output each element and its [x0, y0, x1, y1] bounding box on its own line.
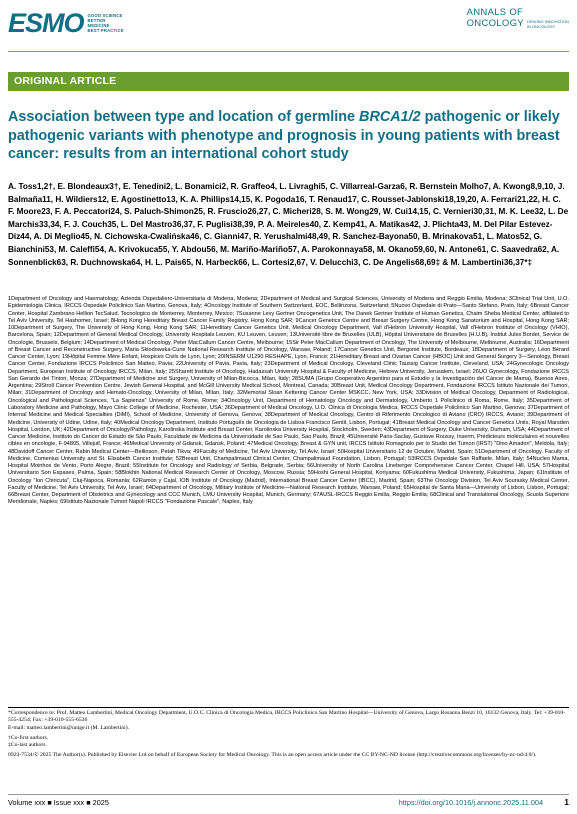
cofirst-note: †Co-first authors. [8, 734, 49, 741]
article-title [8, 108, 569, 164]
footnotes [8, 710, 569, 759]
title-text: Association between type and location of germline [8, 109, 360, 125]
volume-issue: Volume xxx ■ Issue xxx ■ 2025 [8, 798, 109, 807]
journal-header [8, 6, 569, 44]
license-note[interactable]: 0923-7534/© 2025 The Author(s). Published by Elsevier Ltd on behalf of European Society for Medical Oncology. This is an open access article under the CC BY-NC-ND license (http://creativecommons.org/licenses/by-nc-nd/4.0/). [8, 752, 537, 759]
footer-divider [8, 794, 569, 795]
author-list: A. Toss1,2†, E. Blondeaux3†, E. Tenedini2, L. Bonamici2, R. Graffeo4, L. Livraghi5, C. Villarreal-Garza6, R. Bernstein Molho7, A. Kwong8,9,10, J. Balmaña11, H. Wildiers12, E. Agostinetto13, K. A. Phillips14,15, K. Pogoda16, T. Renaud17, C. Rousset-Jablonski18,19,20, A. Ferrari21,22, H. C. F. Moore23, F. A. Peccatori24, S. Paluch-Shimon25, R. Fruscio26,27, C. Micheri28, S. M. Wong29, W. Cui14,15, C. Vernieri30,31, M. K. Lee32, L. De Marchis33,34, F. J. Couch35, L. Del Mastro36,37, F. Puglisi38,39, P. A. Meireles40, Z. Kemp41, A. Matikas42, J. Plichta43, M. Del Pilar Estevez-Diz44, A. Di Meglio45, N. Cichowska-Cwalińska46, C. Gianni47, R. Yerushalmi48,49, R. Sanchez-Bayona50, B. Mrinakova51, L. Matos52, G. Bianchini53, M. Caleffi54, A. Krivokuca55, Y. Abdou56, M. Mariño-Mariño57, A. Parokonnaya58, M. Okano59,60, N. Antone61, C. Saavedra62, A. Sonnenblick63, R. Duchnowska64, H. L. Pais65, N. Harbeck66, L. Cortesi2,67, V. Delucchi3, C. De Angelis68,69‡ & M. Lambertini36,37*‡ [8, 182, 569, 267]
esmo-tagline: BEST PRACTICE [87, 28, 124, 34]
journal-name-line: ANNALS OF [466, 7, 524, 18]
journal-tag-line: IN ONCOLOGY [526, 23, 556, 29]
journal-name-line: ONCOLOGY [466, 17, 524, 29]
esmo-taglines [88, 13, 126, 34]
title-text: pathogenic or likely pathogenic variants with phenotype and prognosis in young patients with breast cancer: results from an international cohort study [8, 109, 560, 163]
article-type-label: ORIGINAL ARTICLE [14, 75, 117, 87]
email-note[interactable]: E-mail: matteo.lambertini@unige.it (M. Lambertini). [8, 724, 130, 731]
esmo-logo-mark: ESMO [8, 8, 84, 38]
article-type-banner [8, 72, 569, 91]
journal-logo[interactable] [467, 8, 569, 30]
correspondence-note: *Correspondence to: Prof. Matteo Lambertini, Medical Oncology Department, U.O.C. Clinica di Oncologia Medica, IRCCS Policlinico San Martino Hospital—University of Genova, Largo Rosanna Benzi 10, 16132 Genova, Italy. Tel: +39-010-555-4254; Fax: +39-010-555-6536 [8, 710, 566, 724]
affiliations: 1Department of Oncology and Haematology, Azienda Ospedaliero-Universitaria di Modena, Modena; 2Department of Medical and Surgical Sciences, University of Modena and Reggio Emilia, Modena; 3Clinical Trial Unit, U.O. Epidemiologia Clinica, IRCCS Ospedale Policlinico San Martino, Genova, Italy; 4Oncology Institute of Southern Switzerland, EOC, Bellinzona, Switzerland; 5Nuovo Ospedale di Prato—Santo Stefano, Prato, Italy; 6Breast Cancer Center, Hospital Zambrano Hellion TecSalud, Tecnologico de Monterrey, Monterrey, Mexico; 7Susanne Levy Gertner Oncogenetics Unit, The Danek Gertner Institute of Human Genetics, Chaim Sheba Medical Center, affiliated to Tel Aviv University, Tel Hashomer, Israel; 8Hong Kong Hereditary Breast Cancer Family Registry, Hong Kong SAR; 9Cancer Genetics Centre and Breast Surgery Centre, Hong Kong Sanatorium and Hospital, Hong Kong SAR; 10Department of Surgery, The University of Hong Kong, Hong Kong SAR; 11Hereditary Cancer Genetics Unit, Medical Oncology Department, Vall d'Hebron University Hospital, Vall d'Hebron Institute of Oncology (VHIO), Barcelona, Spain; 12Department of General Medical Oncology, University Hospitals Leuven, KU Leuven, Leuven; 13Université libre de Bruxelles (ULB), Hôpital Universitaire de Bruxelles (H.U.B), Institut Jules Bordet, Service de Oncologie, Brussels, Belgium; 14Department of Medical Oncology, Peter MacCallum Cancer Centre, Melbourne; 15Sir Peter MacCallum Department of Oncology, The University of Melbourne, Melbourne, Australia; 16Department of Breast Cancer and Reconstructive Surgery, Maria Sklodowska-Curie National Research Institute of Oncology, Warsaw, Poland; 17Cancer Genetics Unit, Bergonié Institute, Bordeaux; 18Department of Surgery, Léon Bérard Cancer Center, Lyon; 19Hôpital Femme Mère Enfant, Hospices Civils de Lyon, Lyon; 20INSERM U1290 RESHAPE, Lyon, France; 21Hereditary Breast and Ovarian Cancer (HBOC) Unit and General Surgery 3—Senology, Breast Cancer Center, Fondazione IRCCS Policlinico San Matteo, Pavia; 22University of Pavia, Pavia, Italy; 23Department of Medical Oncology, Cleveland Clinic Taussig Cancer Institute, Cleveland, USA; 24Gynecologic Oncology Department, European Institute of Oncology IRCCS, Milan, Italy; 25Sharett Institute of Oncology, Hadassah University Hospital & Faculty of Medicine, Hebrew University, Jerusalem, Israel; 26UO Gynecology, Fondazione IRCCS San Gerardo dei Tintori, Monza; 27Department of Medicine and Surgery, University of Milan-Bicocca, Milan, Italy; 28SUMA (Grupo Cooperativo Argentino para el Estudio y la Investigación del Cáncer de Mama), Buenos Aires, Argentina; 29Stroll Cancer Prevention Centre, Jewish General Hospital, and McGill University Medical School, Montreal, Canada; 30Breast Unit, Medical Oncology Department, Fondazione IRCCS Istituto Nazionale dei Tumori, Milan; 31Department of Oncology and Hemato-Oncology, University of Milan, Milan, Italy; 32Memorial Sloan Kettering Cancer Center MSKCC, New York, USA; 33Division of Medical Oncology, Department of Radiological, Oncological and Pathological Sciences, "La Sapienza" University of Rome, Rome; 34Oncology Unit, Department of Hematology Oncology and Dermatology, Umberto 1 Policlinico di Roma, Rome, Italy; 35Department of Laboratory Medicine and Pathology, Mayo Clinic College of Medicine, Rochester, USA; 36Department of Medical Oncology, U.O. Clinica di Oncologia Medica, IRCCS Ospedale Policlinico San Martino, Genova; 37Department of Internal Medicine and Medical Specialties (DiMI), School of Medicine, University of Genova, Genova; 38Department of Medical Oncology, Centro di Riferimento Oncologico di Aviano (CRO) IRCCS, Aviano; 39Department of Medicine, University of Udine, Udine, Italy; 40Medical Oncology Department, Instituto Português de Oncologia de Lisboa Francisco Gentil, Lisbon, Portugal; 41Breast Medical Oncology and Cancer Genetics Units, Royal Marsden Hospital, London, UK; 42Department of Oncology/Pathology, Karolinska Institute and Breast Center, Karolinska University Hospital, Stockholm, Sweden; 43Department of Surgery, Duke University, Durham, USA; 44Department of Cancer Medicine, Instituto do Cancer do Estado de São Paulo, Faculdade de Medicina da Universidade de Sao Paulo, Sao Paulo, Brazil; 45Université Paris-Saclay, Gustave Roussy, Inserm, Prédicteurs moléculaires et nouvelles cibles en oncologie, F-94805, Villejuif, France; 46Medical University of Gdansk, Gdansk, Poland; 47Medical Oncology, Breast & GYN unit, IRCCS Istituto Romagnolo per lo Studio dei Tumori (IRST) "Dino Amadori", Meldola, Italy; 48Davidoff Cancer Center, Rabin Medical Center—Beilinson, Petah Tikva; 49Faculty of Medicine, Tel Aviv University, Tel Aviv, Israel; 50Hospital Universitario 12 de Octubre, Madrid, Spain; 51Department of Oncology, Faculty of Medicine, Comenius University and St. Elisabeth Cancer Institute; 52Breast Unit, Champalimaud Clinical Center, Champalimaud Foundation, Lisbon, Portugal; 53IRCCS Ospedale San Raffaele, Milan, Italy; 54Nucleo Mama, Hospital Moinhos de Vento, Porto Alegre, Brazil; 55Institute for Oncology and Radiology of Serbia, Belgrade, Serbia; 56University of North Carolina Lineberger Comprehensive Cancer Center, Chapel Hill, USA; 57Hospital Universitario Son Espases, Palma, Spain; 58Blokhin National Medical Research Center of Oncology, Moscow, Russia; 59Hoshi General Hospital, Koriyama; 60Fukushima Medical University, Fukushima, Japan; 61Institute of Oncology "Ion Chiricuta", Cluj-Napoca, Romania; 62Ramon y Cajal, IOB Institute of Oncology (Madrid), International Breast Cancer Center (IBCC), Madrid, Spain; 63The Oncology Division, Tel Aviv Sourasky Medical Center, Faculty of Medicine, Tel Aviv University, Tel Aviv, Israel; 64Department of Oncology, Military Institute of Medicine—National Research Institute, Warsaw, Poland; 65Hospital de Santa Maria—University of Lisbon, Lisbon, Portugal; 66Breast Center, Department of Obstetrics and Gynecology and CCC Munich, LMU University Hospital, Munich, Germany; 67AUSL-IRCCS Reggio Emilia, Reggio Emilia; 68Clinical and Translational Oncology, Scuola Superiore Meridionale, Naples; 69Istituto Nazionale Tumori Napoli IRCCS "Fondazione Pascale", Naples, Italy [8, 296, 569, 506]
page-footer [8, 798, 569, 810]
journal-tagline [527, 20, 569, 30]
doi-link[interactable]: https://doi.org/10.1016/j.annonc.2025.11.004 [398, 798, 543, 807]
footnote-divider [8, 707, 569, 708]
esmo-tagline: BETTER MEDICINE [87, 17, 110, 28]
page-number: 1 [564, 797, 569, 807]
journal-tag-line: DRIVING INNOVATION [526, 19, 569, 24]
journal-name [467, 8, 524, 29]
header-divider [8, 51, 569, 52]
title-gene: BRCA1/2 [359, 109, 421, 125]
colast-note: ‡Co-last authors. [8, 742, 47, 749]
esmo-tagline: GOOD SCIENCE [87, 12, 123, 18]
esmo-logo[interactable] [8, 6, 126, 40]
